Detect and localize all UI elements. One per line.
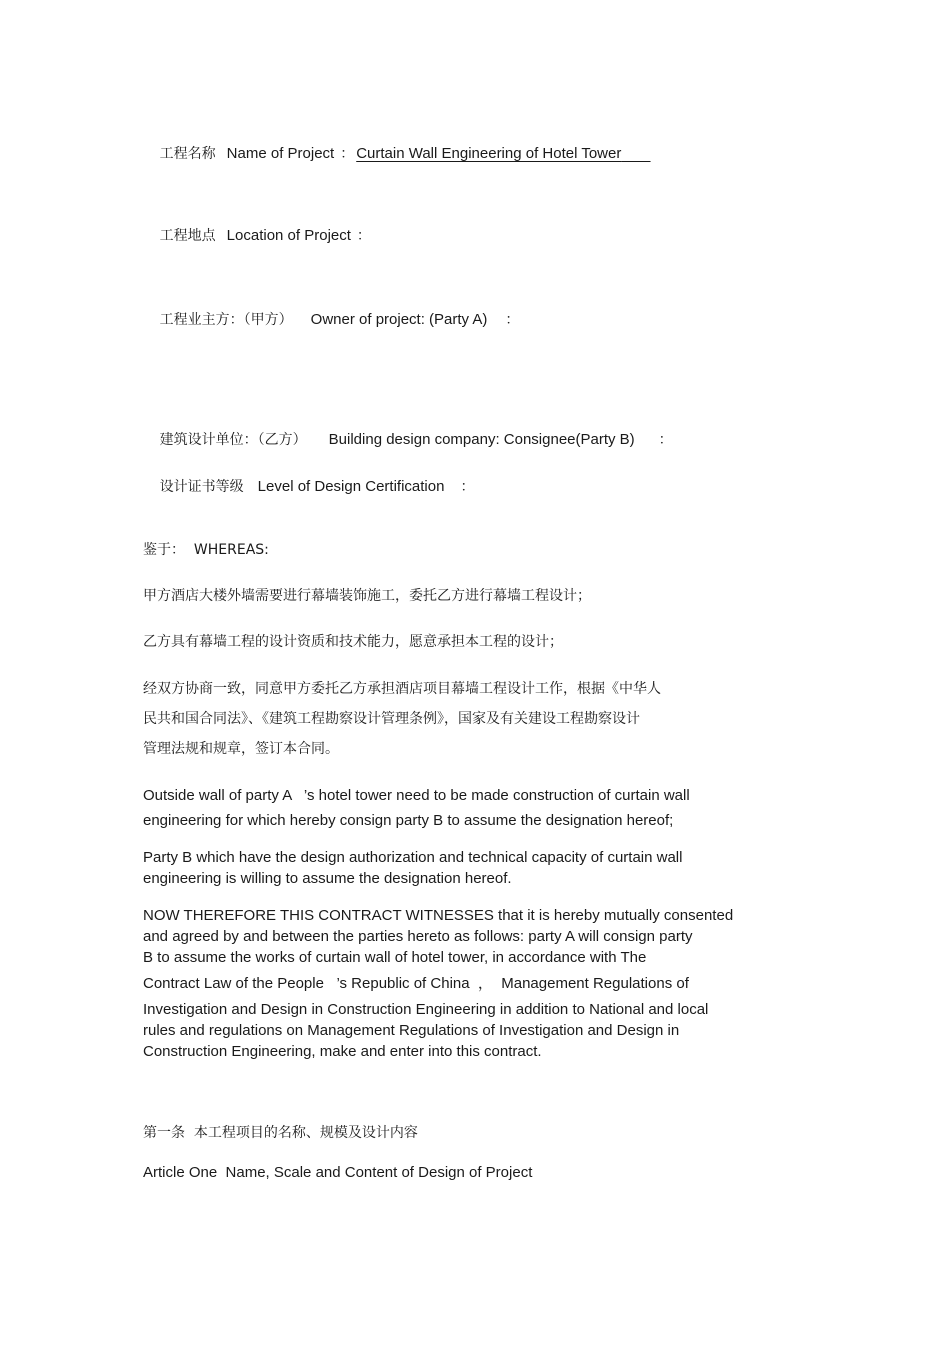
project-location-row (143, 206, 371, 266)
project-name-value: Curtain Wall Engineering of Hotel Tower (356, 145, 622, 162)
design-company-en-label: Building design company: Consignee(Party B) (328, 431, 635, 448)
whereas-cn-para3-line: 经双方协商一致，同意甲方委托乙方承担酒店项目幕墙工程设计工作，根据《中华人 (143, 681, 661, 697)
whereas-en-para3-line: and agreed by and between the parties hereto as follows: party A will consign party (143, 928, 693, 945)
project-location-en-label: Location of Project (226, 227, 351, 244)
whereas-en-para3-line: B to assume the works of curtain wall of hotel tower, in accordance with The (143, 949, 647, 966)
whereas-label: 鉴于： WHEREAS: (143, 542, 269, 558)
project-name-colon: ： (340, 146, 355, 162)
certification-colon: ： (460, 479, 475, 495)
whereas-cn-para2: 乙方具有幕墙工程的设计资质和技术能力，愿意承担本工程的设计； (143, 634, 563, 650)
owner-colon: ： (505, 312, 520, 328)
whereas-en-para1-line: engineering for which hereby consign party B to assume the designation hereof; (143, 812, 674, 829)
whereas-cn-para3-line: 民共和国合同法》、《建筑工程勘察设计管理条例》，国家及有关建设工程勘察设计 (143, 711, 640, 727)
certification-en-label: Level of Design Certification (257, 478, 445, 495)
whereas-cn-para1: 甲方酒店大楼外墙需要进行幕墙装饰施工，委托乙方进行幕墙工程设计； (143, 588, 591, 604)
owner-cn-label: 工程业主方：（甲方） (159, 312, 293, 328)
whereas-en-para3-line: NOW THEREFORE THIS CONTRACT WITNESSES that it is hereby mutually consented (143, 907, 734, 924)
whereas-en-para3-line: Construction Engineering, make and enter into this contract. (143, 1043, 542, 1060)
certification-row (143, 457, 474, 517)
article-one-en-title: Article One Name, Scale and Content of Design of Project (143, 1164, 533, 1181)
project-name-row (143, 124, 651, 184)
certification-cn-label: 设计证书等级 (159, 479, 244, 495)
project-location-cn-label: 工程地点 (159, 228, 216, 244)
project-location-colon: ： (356, 228, 371, 244)
whereas-en-para2-line: engineering is willing to assume the designation hereof. (143, 870, 512, 887)
whereas-en-para3-line: Contract Law of the People ’s Republic of China ， Management Regulations of (143, 975, 689, 992)
owner-row (143, 290, 519, 350)
whereas-cn-para3-line: 管理法规和规章，签订本合同。 (143, 741, 339, 757)
whereas-en-para2-line: Party B which have the design authorization and technical capacity of curtain wall (143, 849, 683, 866)
whereas-en-para3-line: Investigation and Design in Construction Engineering in addition to National and local (143, 1001, 709, 1018)
project-name-en-label: Name of Project (226, 145, 335, 162)
whereas-en-para1-line: Outside wall of party A ’s hotel tower need to be made construction of curtain wall (143, 787, 690, 804)
design-company-cn-label: 建筑设计单位：（乙方） (159, 432, 307, 448)
article-one-cn-title: 第一条 本工程项目的名称、规模及设计内容 (143, 1125, 418, 1141)
project-name-cn-label: 工程名称 (159, 146, 216, 162)
owner-en-label: Owner of project: (Party A) (310, 311, 488, 328)
design-company-colon: ： (658, 432, 673, 448)
whereas-en-para3-line: rules and regulations on Management Regulations of Investigation and Design in (143, 1022, 680, 1039)
